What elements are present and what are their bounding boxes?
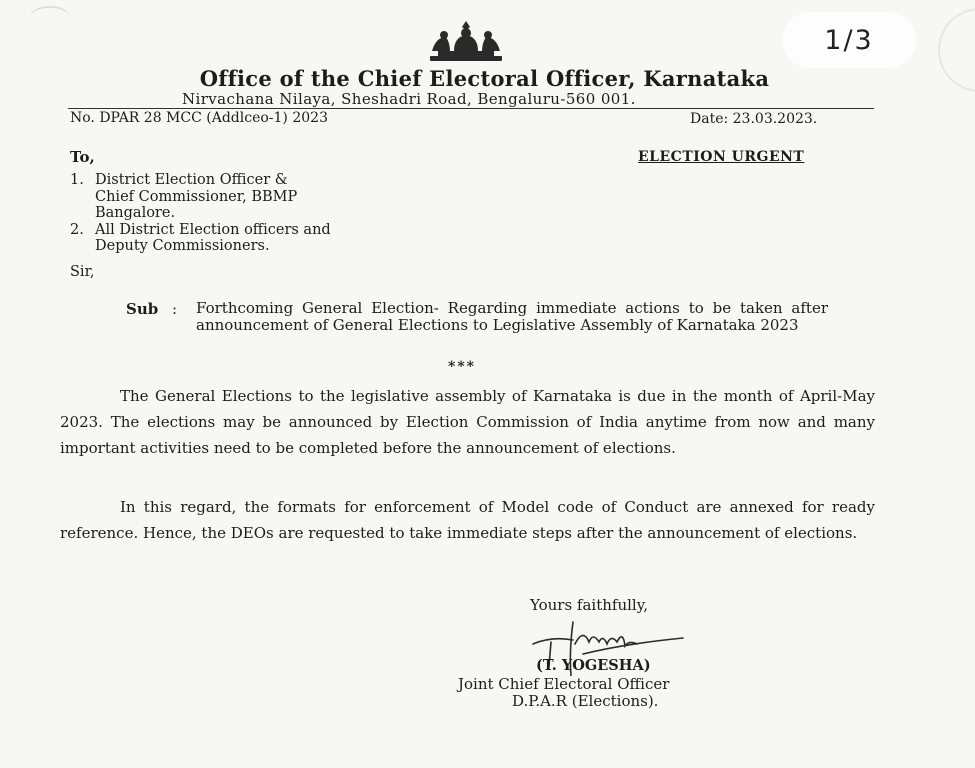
page-indicator[interactable]: 1/3 xyxy=(782,12,916,68)
signer-designation: Joint Chief Electoral Officer xyxy=(458,675,670,693)
urgency-label: ELECTION URGENT xyxy=(638,149,805,165)
office-address: Nirvachana Nilaya, Sheshadri Road, Bengaluru-560 001. xyxy=(182,90,636,108)
subject-text: Forthcoming General Election- Regarding immediate actions to be taken after announcement of General Elections to Legislative Assembly of Karnataka 2023 xyxy=(196,299,828,334)
signer-department: D.P.A.R (Elections). xyxy=(512,692,659,710)
separator-stars: *** xyxy=(448,359,476,375)
closing-line: Yours faithfully, xyxy=(530,596,648,614)
recipient-line: Chief Commissioner, BBMP xyxy=(95,188,298,205)
recipient-line: District Election Officer & xyxy=(95,172,288,188)
subject-label: Sub xyxy=(126,300,159,318)
body-paragraph-1: The General Elections to the legislative assembly of Karnataka is due in the month of April-May 2023. The elections may be announced by Election Commission of India anytime from now and many important activities need to be completed before the announcement of elections. xyxy=(60,387,875,457)
recipient-number: 2. xyxy=(70,221,84,238)
letter-date: Date: 23.03.2023. xyxy=(690,111,818,127)
corner-mark xyxy=(30,6,70,28)
header-divider xyxy=(68,108,874,109)
recipient-line: All District Election officers and xyxy=(95,221,331,238)
recipient-line: Deputy Commissioners. xyxy=(95,238,270,254)
reference-number: No. DPAR 28 MCC (Addlceo-1) 2023 xyxy=(70,110,328,126)
signer-name: (T. YOGESHA) xyxy=(536,657,651,674)
recipient-item xyxy=(70,222,331,255)
recipient-list xyxy=(70,172,331,255)
karnataka-emblem-icon xyxy=(424,18,508,64)
recipient-line: Bangalore. xyxy=(95,205,176,221)
to-label: To, xyxy=(70,148,95,166)
recipient-number: 1. xyxy=(70,172,84,188)
subject-colon: : xyxy=(172,300,178,318)
salutation: Sir, xyxy=(70,264,95,280)
body-paragraph-2: In this regard, the formats for enforcement of Model code of Conduct are annexed for ready reference. Hence, the DEOs are requested to take immediate steps after the announcement of elections. xyxy=(60,498,875,542)
office-title: Office of the Chief Electoral Officer, Karnataka xyxy=(199,66,770,91)
recipient-item xyxy=(70,172,331,222)
